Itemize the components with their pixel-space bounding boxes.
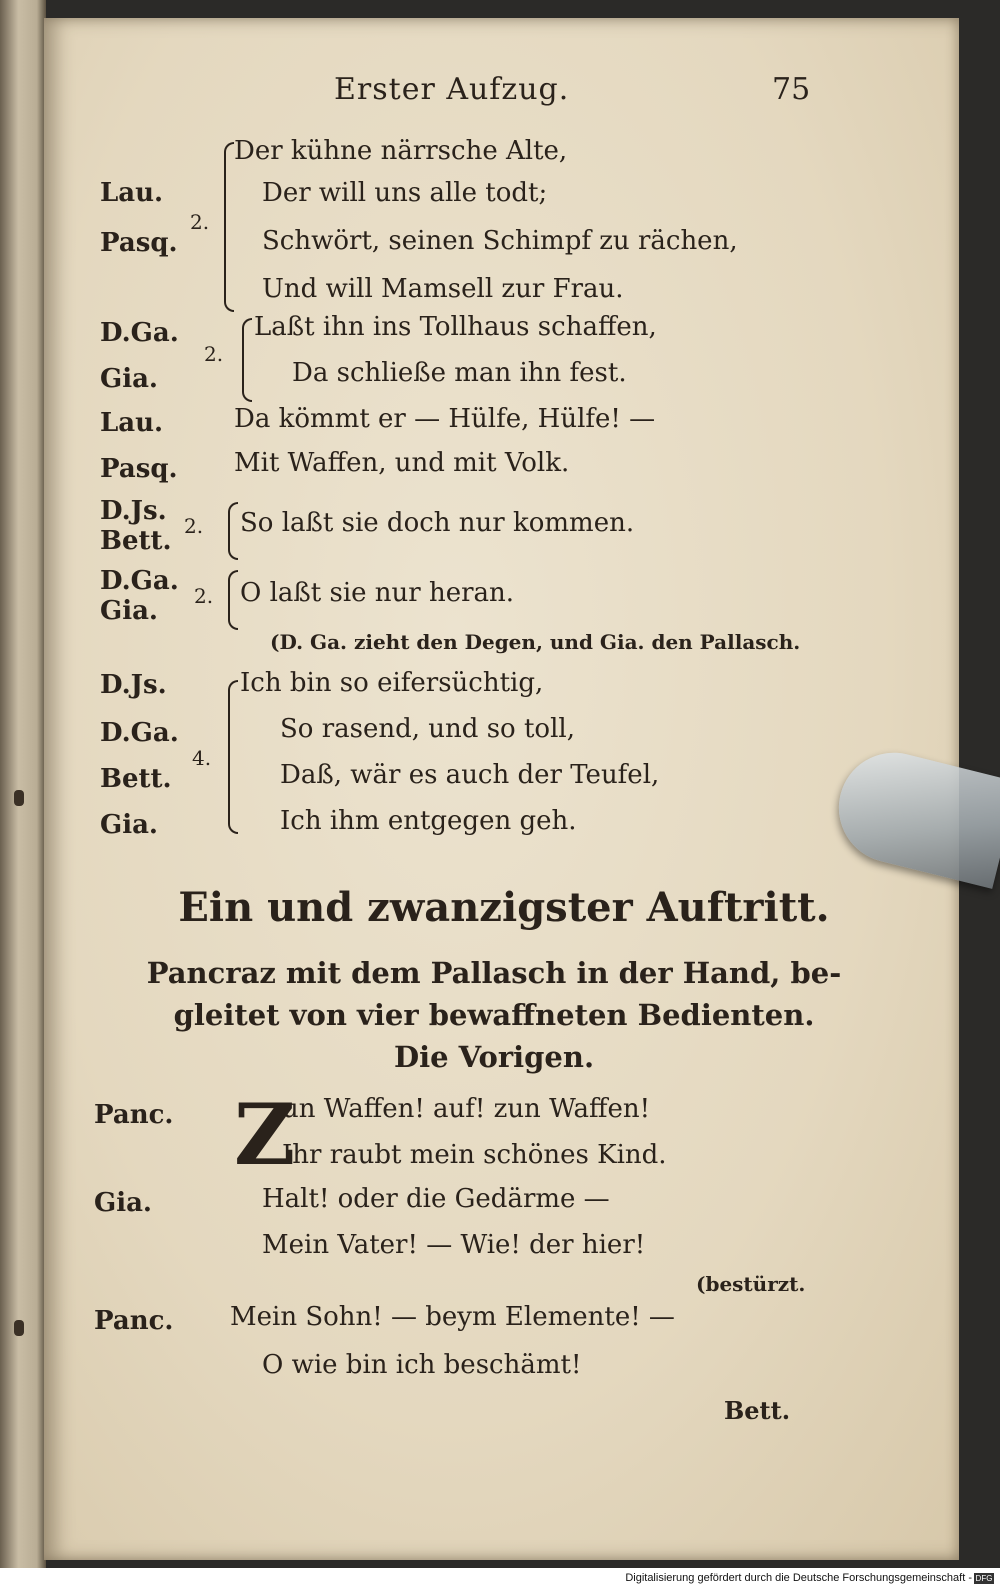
- scene-description: Pancraz mit dem Pallasch in der Hand, be-: [146, 956, 842, 990]
- speaker-label: Panc.: [94, 1306, 174, 1336]
- speaker-label: Pasq.: [100, 228, 178, 258]
- brace-bracket: [242, 318, 252, 402]
- speaker-label: D.Js.: [100, 496, 167, 526]
- stage-direction: (D. Ga. zieht den Degen, und Gia. den Pallasch.: [270, 630, 801, 654]
- stage-direction: (bestürzt.: [696, 1272, 806, 1296]
- speaker-label: Gia.: [100, 364, 158, 394]
- voice-count: 2.: [194, 584, 214, 608]
- catchword: Bett.: [724, 1396, 791, 1425]
- verse-line: Der will uns alle todt;: [262, 178, 548, 208]
- speaker-label: D.Ga.: [100, 718, 179, 748]
- scene-description: Die Vorigen.: [393, 1040, 595, 1074]
- verse-line: Der kühne närrsche Alte,: [234, 136, 568, 166]
- running-header: Erster Aufzug.: [334, 72, 570, 107]
- speaker-label: Lau.: [100, 408, 164, 438]
- verse-line: Da schließe man ihn fest.: [292, 358, 627, 388]
- scene-heading: Ein und zwanzigster Auftritt.: [178, 884, 830, 931]
- voice-count: 2.: [190, 210, 210, 234]
- brace-bracket: [228, 502, 238, 560]
- speaker-label: Lau.: [100, 178, 164, 208]
- scene-description: gleitet von vier bewaffneten Bedienten.: [173, 998, 815, 1032]
- page-damage-mark: [14, 790, 24, 806]
- verse-line: Da kömmt er — Hülfe, Hülfe! —: [234, 404, 656, 434]
- voice-count: 4.: [192, 746, 212, 770]
- verse-line: So laßt sie doch nur kommen.: [240, 508, 635, 538]
- verse-line: Laßt ihn ins Tollhaus schaffen,: [254, 312, 657, 342]
- voice-count: 2.: [204, 342, 224, 366]
- verse-line: O laßt sie nur heran.: [240, 578, 515, 608]
- footer-bar: [0, 1568, 1000, 1589]
- page-damage-mark: [14, 1320, 24, 1336]
- verse-line: Halt! oder die Gedärme —: [262, 1184, 610, 1214]
- verse-line: Mit Waffen, und mit Volk.: [234, 448, 570, 478]
- verse-line: Ich bin so eifersüchtig,: [240, 668, 544, 698]
- verse-line: O wie bin ich beschämt!: [262, 1350, 582, 1380]
- verse-line: Mein Vater! — Wie! der hier!: [262, 1230, 646, 1260]
- book-page: [44, 18, 959, 1560]
- speaker-label: Gia.: [94, 1188, 152, 1218]
- dfg-logo: DFG: [975, 1574, 993, 1583]
- verse-line: Ich ihm entgegen geh.: [280, 806, 577, 836]
- speaker-label: D.Js.: [100, 670, 167, 700]
- speaker-label: Gia.: [100, 596, 158, 626]
- speaker-label: D.Ga.: [100, 318, 179, 348]
- brace-bracket: [224, 142, 234, 312]
- verse-line: Schwört, seinen Schimpf zu rächen,: [262, 226, 738, 256]
- verse-line: Mein Sohn! — beym Elemente! —: [230, 1302, 675, 1332]
- verse-line: Daß, wär es auch der Teufel,: [280, 760, 660, 790]
- drop-cap: Z: [234, 1085, 296, 1184]
- speaker-label: Bett.: [100, 526, 172, 556]
- speaker-label: Gia.: [100, 810, 158, 840]
- speaker-label: D.Ga.: [100, 566, 179, 596]
- left-page-edge: [0, 0, 46, 1589]
- speaker-label: Panc.: [94, 1100, 174, 1130]
- speaker-label: Pasq.: [100, 454, 178, 484]
- verse-line: Und will Mamsell zur Frau.: [262, 274, 624, 304]
- verse-line: So rasend, und so toll,: [280, 714, 575, 744]
- page-number: 75: [772, 72, 811, 107]
- speaker-label: Bett.: [100, 764, 172, 794]
- verse-line: un Waffen! auf! zun Waffen!: [282, 1094, 651, 1124]
- verse-line: Ihr raubt mein schönes Kind.: [282, 1140, 667, 1170]
- voice-count: 2.: [184, 514, 204, 538]
- brace-bracket: [228, 570, 238, 630]
- funding-credit: Digitalisierung gefördert durch die Deutsche Forschungsgemeinschaft -: [625, 1572, 972, 1584]
- brace-bracket: [228, 680, 238, 834]
